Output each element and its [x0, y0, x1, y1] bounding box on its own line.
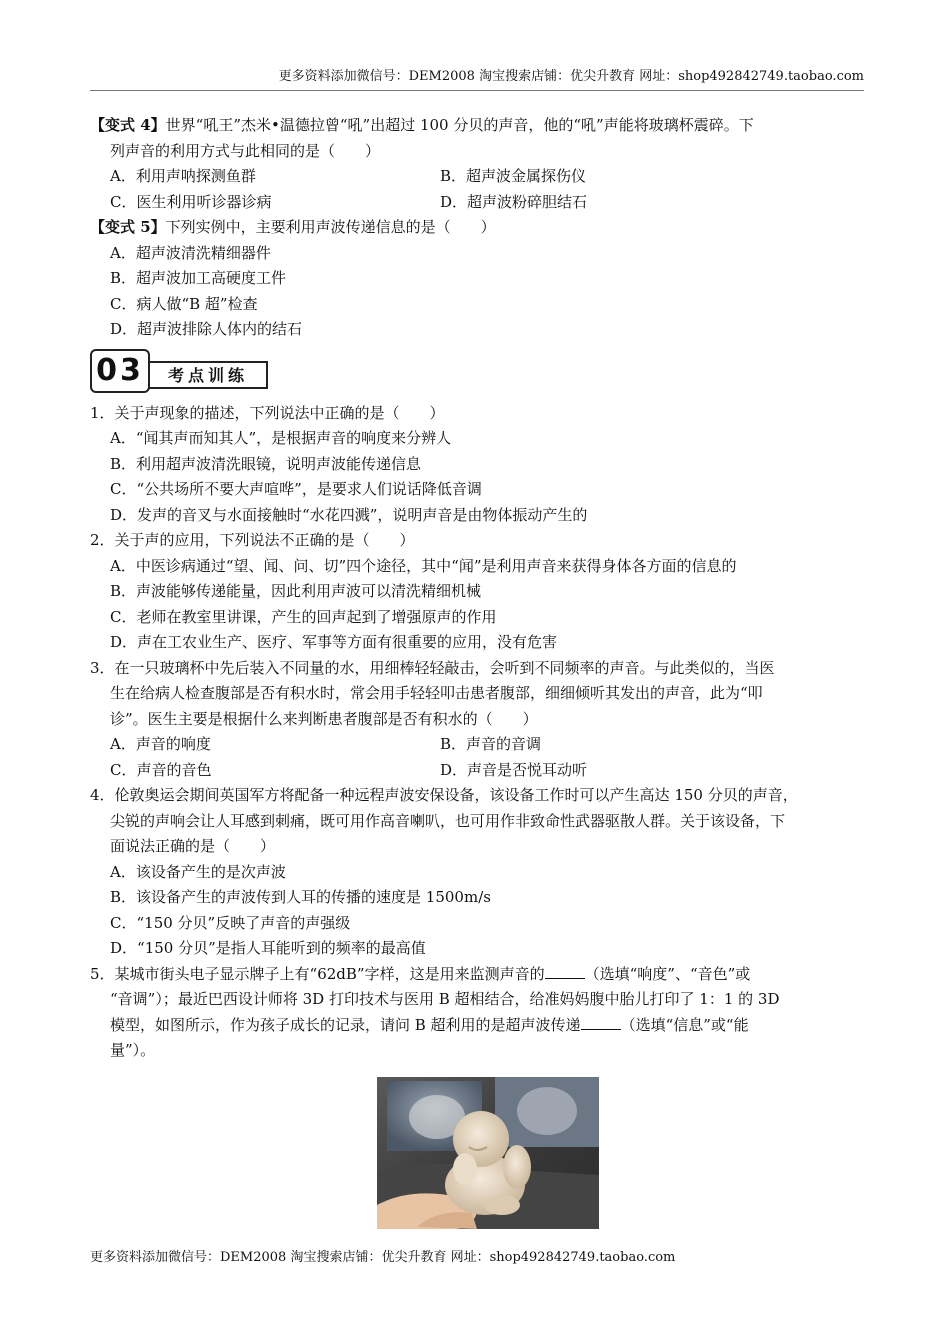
question-1 [90, 401, 865, 529]
question-5 [90, 962, 865, 1064]
question-1-option-c: C．“公共场所不要大声喧哗”，是要求人们说话降低音调 [110, 480, 482, 498]
question-2-option-c: C．老师在教室里讲课，产生的回声起到了增强原声的作用 [110, 607, 497, 626]
question-4-option-b: B．该设备产生的声波传到人耳的传播的速度是 1500m/s [110, 888, 491, 906]
variant-5 [90, 215, 865, 343]
variant-5-option-b: B．超声波加工高硬度工件 [110, 269, 287, 287]
variant-4-option-a: A．利用声呐探测鱼群 [110, 167, 256, 185]
question-4-option-c: C．“150 分贝”反映了声音的声强级 [110, 913, 351, 932]
question-4 [90, 783, 865, 962]
page-content [90, 113, 865, 1064]
question-5-line-3a: 模型，如图所示，作为孩子成长的记录，请问 B 超利用的是超声波传递 [110, 1015, 581, 1034]
question-3-stem-line-2: 生在给病人检查腹部是否有积水时，常会用手轻轻叩击患者腹部，细细倾听其发出的声音，此为“叩 [110, 684, 763, 702]
question-3-option-c: C．声音的音色 [110, 760, 212, 779]
fetus-3d-model-photo [377, 1077, 599, 1229]
variant-4-option-c: C．医生利用听诊器诊病 [110, 192, 272, 211]
answer-blank-2 [581, 1013, 621, 1030]
question-3-option-a: A．声音的响度 [110, 735, 211, 753]
question-4-option-a: A．该设备产生的是次声波 [110, 862, 286, 881]
question-3-stem-line-1: 3．在一只玻璃杯中先后装入不同量的水，用细棒轻轻敲击，会听到不同频率的声音。与此类似的，当医 [90, 658, 775, 677]
question-2-option-d: D．声在工农业生产、医疗、军事等方面有很重要的应用，没有危害 [110, 633, 558, 651]
variant-5-option-c: C．病人做“B 超”检查 [110, 294, 258, 313]
question-2-option-a: A．中医诊病通过“望、闻、问、切”四个途径，其中“闻”是利用声音来获得身体各方面的信息的 [110, 556, 737, 575]
question-3-option-d: D．声音是否悦耳动听 [440, 760, 588, 779]
page-footer: 更多资料添加微信号：DEM2008 淘宝搜索店铺：优尖升教育 网址：shop492842749.taobao.com [90, 1250, 676, 1265]
question-2-option-b: B．声波能够传递能量，因此利用声波可以清洗精细机械 [110, 582, 482, 600]
variant-4-option-b: B．超声波金属探伤仪 [440, 167, 587, 185]
question-5-line-3b: （选填“信息”或“能 [620, 1015, 749, 1034]
question-2-stem: 2．关于声的应用，下列说法不正确的是（ ） [90, 531, 415, 549]
question-4-stem-line-2: 尖锐的声响会让人耳感到刺痛，既可用作高音喇叭，也可用作非致命性武器驱散人群。关于该设备，下 [110, 811, 786, 830]
variant-4-tag: 【变式 4】 [90, 116, 166, 134]
question-4-stem-line-3: 面说法正确的是（ ） [110, 837, 276, 855]
variant-4-stem-line-1: 世界“吼王”杰米•温德拉曾“吼”出超过 100 分贝的声音，他的“吼”声能将玻璃杯震碎。下 [165, 116, 754, 134]
question-5-line-1b: （选填“响度”、“音色”或 [584, 964, 751, 983]
section-header [90, 349, 865, 393]
question-3-stem-line-3: 诊”。医生主要是根据什么来判断患者腹部是否有积水的（ ） [110, 709, 538, 728]
variant-5-option-a: A．超声波清洗精细器件 [110, 243, 271, 262]
question-5-line-4: 量”）。 [110, 1041, 156, 1059]
question-4-stem-line-1: 4．伦敦奥运会期间英国军方将配备一种远程声波安保设备，该设备工作时可以产生高达 150 分贝的声音， [90, 786, 798, 804]
header-divider [90, 90, 864, 91]
variant-4-option-d: D．超声波粉碎胆结石 [440, 192, 588, 211]
question-3-option-b: B．声音的音调 [440, 735, 542, 753]
section-number: 03 [90, 349, 150, 393]
question-4-option-d: D．“150 分贝”是指人耳能听到的频率的最高值 [110, 939, 426, 957]
variant-5-option-d: D．超声波排除人体内的结石 [110, 320, 303, 338]
question-1-option-d: D．发声的音叉与水面接触时“水花四溅”，说明声音是由物体振动产生的 [110, 505, 588, 524]
page-header: 更多资料添加微信号：DEM2008 淘宝搜索店铺：优尖升教育 网址：shop492842749.taobao.com [278, 69, 864, 84]
variant-5-stem: 下列实例中，主要利用声波传递信息的是（ ） [165, 218, 496, 236]
question-1-option-a: A．“闻其声而知其人”，是根据声音的响度来分辨人 [110, 429, 452, 447]
variant-4-stem-line-2: 列声音的利用方式与此相同的是（ ） [110, 141, 381, 160]
question-1-option-b: B．利用超声波清洗眼镜，说明声波能传递信息 [110, 454, 422, 473]
question-2 [90, 528, 865, 656]
answer-blank-1 [545, 962, 585, 979]
question-3 [90, 656, 865, 784]
section-title: 考点训练 [146, 361, 268, 389]
question-5-line-1a: 5．某城市街头电子显示牌子上有“62dB”字样，这是用来监测声音的 [90, 964, 545, 983]
variant-4 [90, 113, 865, 215]
question-1-stem: 1．关于声现象的描述，下列说法中正确的是（ ） [90, 403, 445, 422]
question-5-line-2: “音调”）；最近巴西设计师将 3D 打印技术与医用 B 超相结合，给准妈妈腹中胎儿打印了 1：1 的 3D [110, 990, 780, 1008]
variant-5-tag: 【变式 5】 [90, 218, 166, 236]
